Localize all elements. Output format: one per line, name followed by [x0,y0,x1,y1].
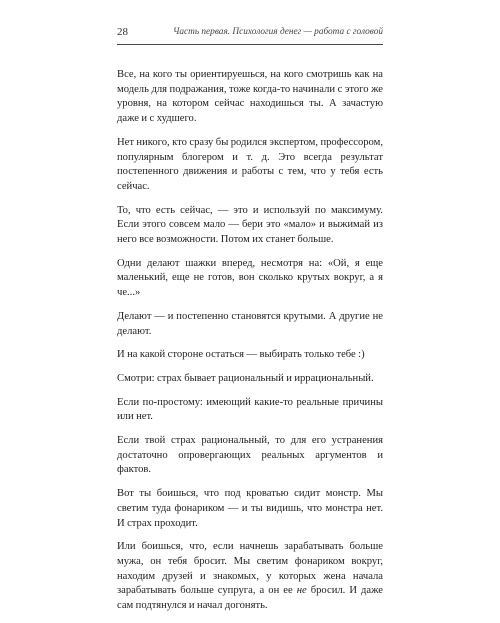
paragraph-text: Или боишься, что, если начнешь зарабатывать больше мужа, он тебя бросит. Мы светим фонариком вокруг, находим друзей и знакомых, у которых жена начала зарабатывать больше супруга, а он ее [117,541,383,597]
paragraph-last [117,540,383,614]
paragraph: Одни делают шажки вперед, несмотря на: «Ой, я еще маленький, еще не готов, вон сколько крутых вокруг, а я че...» [117,257,383,299]
paragraph: И на какой стороне остаться — выбирать только тебе :) [117,349,365,361]
paragraph: Если по-простому: имеющий какие-то реальные причины или нет. [117,396,383,423]
paragraph: То, что есть сейчас, — это и используй по максимуму. Если этого совсем мало — бери это «мало» и выжимай из него все возможности. Потом их станет больше. [117,204,383,246]
page-number: 28 [117,26,128,38]
paragraph: Если твой страх рациональный, то для его устранения достаточно опровергающих реальных аргументов и фактов. [117,435,383,476]
paragraph: Смотри: страх бывает рациональный и иррациональный. [117,372,374,384]
paragraph: Нет никого, кто сразу бы родился экспертом, профессором, популярным блогером и т. д. Это всегда результат постепенного движения и работы с тем, что у тебя есть сейчас. [117,136,383,192]
paragraph: Вот ты боишься, что под кроватью сидит монстр. Мы светим туда фонариком — и ты видишь, что монстра нет. И страх проходит. [117,488,383,529]
paragraph-text: бросил. И даже сам подтянулся и начал догонять. [117,585,384,612]
running-title: Часть первая. Психология денег — работа с головой [172,27,383,37]
body-text [117,68,383,623]
paragraph: Делают — и постепенно становятся крутыми. А другие не делают. [117,310,383,337]
paragraph: Все, на кого ты ориентируешься, на кого смотришь как на модель для подражания, тоже когда-то начинали с этого же уровня, на котором сейчас находишься ты. А зачастую даже и с худшего. [117,69,383,125]
emphasis-text: не [296,585,307,597]
running-header [117,24,383,45]
